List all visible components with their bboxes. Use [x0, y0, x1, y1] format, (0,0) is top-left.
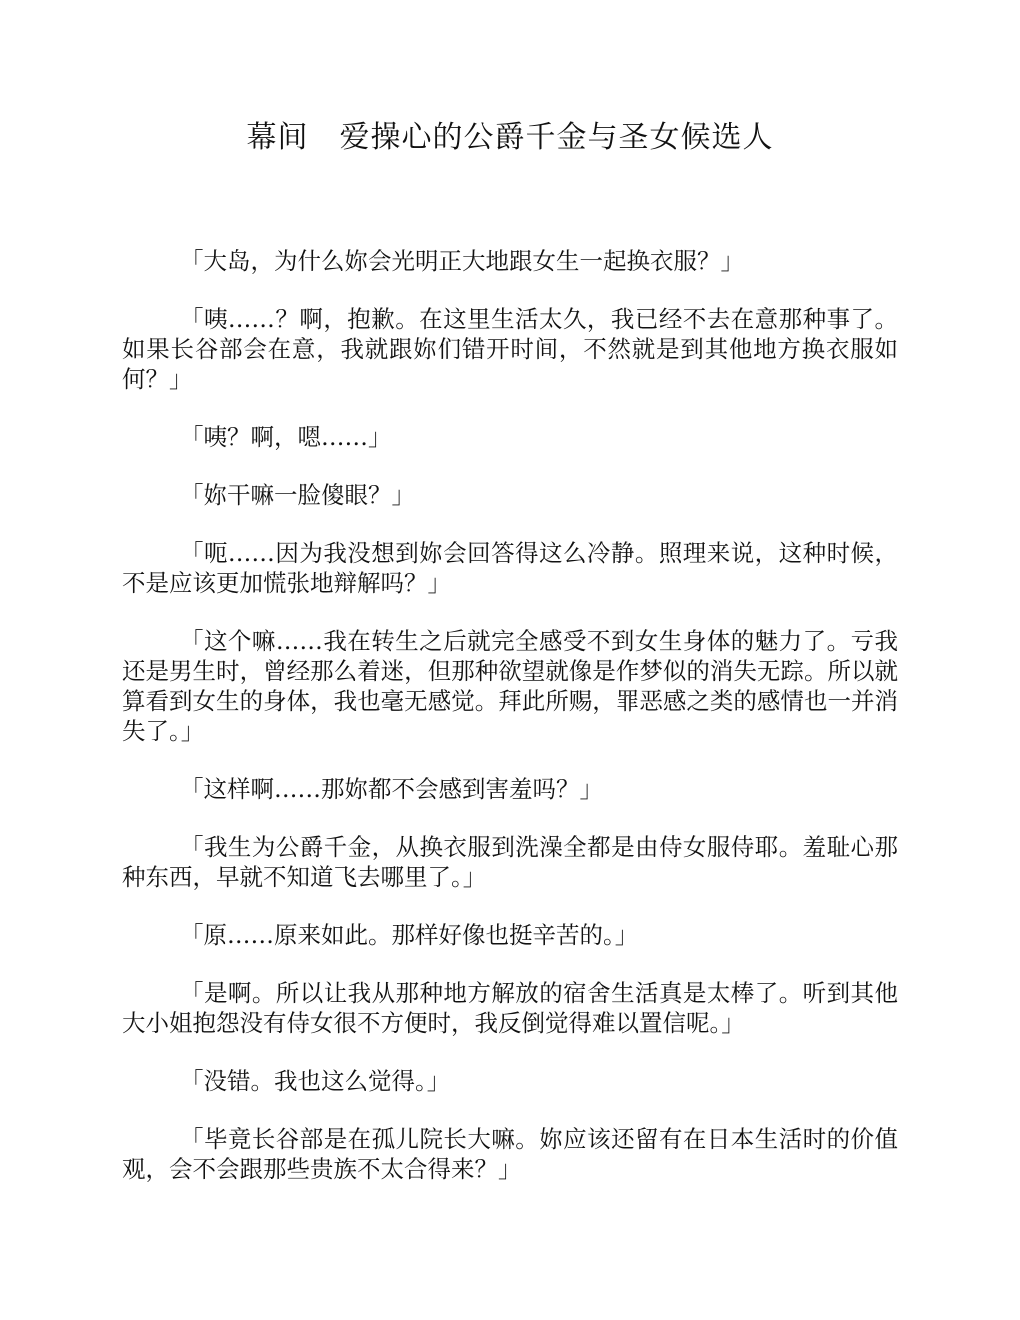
- paragraph: 「我生为公爵千金，从换衣服到洗澡全都是由侍女服侍耶。羞耻心那种东西，早就不知道飞去哪里了。」: [122, 833, 898, 891]
- paragraph: 「这个嘛……我在转生之后就完全感受不到女生身体的魅力了。亏我还是男生时，曾经那么着迷，但那种欲望就像是作梦似的消失无踪。所以就算看到女生的身体，我也毫无感觉。拜此所赐，罪恶感之类的感情也一并消失了。」: [122, 627, 898, 745]
- paragraph: 「呃……因为我没想到妳会回答得这么冷静。照理来说，这种时候，不是应该更加慌张地辩解吗？」: [122, 539, 898, 597]
- paragraph: 「咦？啊，嗯……」: [180, 423, 392, 451]
- paragraph: 「原……原来如此。那样好像也挺辛苦的。」: [180, 921, 639, 949]
- paragraph: 「这样啊……那妳都不会感到害羞吗？」: [180, 775, 603, 803]
- paragraph: 「是啊。所以让我从那种地方解放的宿舍生活真是太棒了。听到其他大小姐抱怨没有侍女很不方便时，我反倒觉得难以置信呢。」: [122, 979, 898, 1037]
- paragraph: 「毕竟长谷部是在孤儿院长大嘛。妳应该还留有在日本生活时的价值观，会不会跟那些贵族不太合得来？」: [122, 1125, 898, 1183]
- paragraph: 「妳干嘛一脸傻眼？」: [180, 481, 415, 509]
- body-text: [122, 246, 898, 1212]
- paragraph: 「咦……？啊，抱歉。在这里生活太久，我已经不去在意那种事了。如果长谷部会在意，我就跟妳们错开时间，不然就是到其他地方换衣服如何？」: [122, 305, 898, 393]
- chapter-title: 幕间 爱操心的公爵千金与圣女候选人: [246, 120, 774, 155]
- paragraph: 「大岛，为什么妳会光明正大地跟女生一起换衣服？」: [180, 247, 744, 275]
- paragraph: 「没错。我也这么觉得。」: [180, 1067, 451, 1095]
